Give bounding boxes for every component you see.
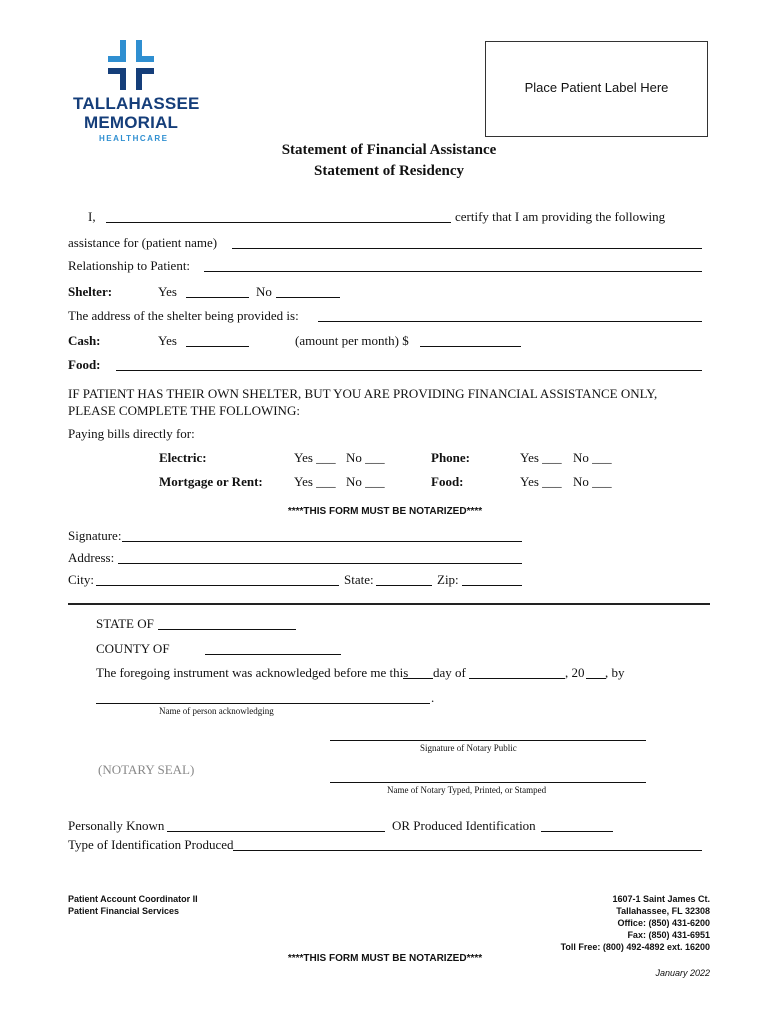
food-bill-label: Food: xyxy=(431,474,464,489)
mortgage-yes[interactable]: Yes ___ xyxy=(294,474,336,489)
day-field[interactable] xyxy=(403,666,433,679)
year-text: , 20 xyxy=(565,665,585,680)
certify-prefix: I, xyxy=(88,209,96,224)
shelter-no-label: No xyxy=(256,284,272,299)
shelter-address-label: The address of the shelter being provided is: xyxy=(68,308,299,323)
shelter-label: Shelter: xyxy=(68,284,113,299)
assistance-for-label: assistance for (patient name) xyxy=(68,235,218,250)
own-shelter-notice-2: PLEASE COMPLETE THE FOLLOWING: xyxy=(68,403,300,418)
logo-line1: TALLAHASSEE xyxy=(73,94,200,113)
food-label: Food: xyxy=(68,357,101,372)
month-field[interactable] xyxy=(469,666,565,679)
notarized-notice: ****THIS FORM MUST BE NOTARIZED**** xyxy=(287,506,483,517)
cross-logo-icon xyxy=(108,40,156,92)
cash-amount-label: (amount per month) $ xyxy=(295,333,409,348)
notary-name-caption: Name of Notary Typed, Printed, or Stamped xyxy=(387,785,547,795)
title-line1: Statement of Financial Assistance xyxy=(281,142,497,158)
name-acknowledging-caption: Name of person acknowledging xyxy=(159,706,274,716)
id-type-field[interactable] xyxy=(233,838,702,851)
city-label: City: xyxy=(68,572,95,587)
footer-office: Office: (850) 431-6200 xyxy=(617,918,710,928)
footer-right xyxy=(480,893,710,953)
personally-known-field[interactable] xyxy=(167,819,385,832)
address-field[interactable] xyxy=(118,551,522,564)
relationship-label: Relationship to Patient: xyxy=(68,258,191,273)
footer-tollfree: Toll Free: (800) 492-4892 ext. 16200 xyxy=(560,942,710,952)
day-of-text: day of xyxy=(433,665,466,680)
notary-seal-text: (NOTARY SEAL) xyxy=(98,762,195,777)
county-of-label: COUNTY OF xyxy=(96,641,170,656)
zip-field[interactable] xyxy=(462,573,522,586)
paying-bills-label: Paying bills directly for: xyxy=(68,426,195,441)
signature-label: Signature: xyxy=(68,528,122,543)
food-bill-yes[interactable]: Yes ___ xyxy=(520,474,562,489)
cash-label: Cash: xyxy=(68,333,101,348)
logo-line3: HEALTHCARE xyxy=(99,134,169,143)
by-text: , by xyxy=(605,665,625,680)
section-divider xyxy=(68,603,710,605)
logo-line2: MEMORIAL xyxy=(84,113,179,132)
electric-label: Electric: xyxy=(159,450,207,465)
address-label: Address: xyxy=(68,550,115,565)
state-field[interactable] xyxy=(376,573,432,586)
city-field[interactable] xyxy=(96,573,339,586)
mortgage-label: Mortgage or Rent: xyxy=(159,474,263,489)
year-field[interactable] xyxy=(586,666,606,679)
state-label: State: xyxy=(344,572,374,587)
patient-label-box xyxy=(485,41,708,137)
footer-left xyxy=(68,893,198,917)
mortgage-no[interactable]: No ___ xyxy=(346,474,385,489)
period-text: . xyxy=(431,690,435,705)
food-field[interactable] xyxy=(116,358,702,371)
food-bill-no[interactable]: No ___ xyxy=(573,474,612,489)
footer-left-line2: Patient Financial Services xyxy=(68,906,180,916)
patient-name-field[interactable] xyxy=(232,236,702,249)
own-shelter-notice-1: IF PATIENT HAS THEIR OWN SHELTER, BUT YOU ARE PROVIDING FINANCIAL ASSISTANCE ONLY, xyxy=(68,386,658,401)
footer-notarized-notice: ****THIS FORM MUST BE NOTARIZED**** xyxy=(287,953,483,964)
electric-yes[interactable]: Yes ___ xyxy=(294,450,336,465)
county-of-field[interactable] xyxy=(205,642,341,655)
shelter-address-field[interactable] xyxy=(318,309,702,322)
cash-yes-label: Yes xyxy=(158,333,177,348)
notary-name-field[interactable] xyxy=(330,770,646,783)
page-title xyxy=(0,142,770,180)
zip-label: Zip: xyxy=(437,572,459,587)
phone-label: Phone: xyxy=(431,450,470,465)
personally-known-label: Personally Known xyxy=(68,818,165,833)
form-date: January 2022 xyxy=(655,968,710,978)
phone-yes[interactable]: Yes ___ xyxy=(520,450,562,465)
patient-label-text: Place Patient Label Here xyxy=(524,80,669,95)
cash-amount-field[interactable] xyxy=(420,334,521,347)
footer-address-1: 1607-1 Saint James Ct. xyxy=(612,894,710,904)
name-acknowledging-field[interactable] xyxy=(96,691,430,704)
foregoing-text: The foregoing instrument was acknowledged before me this xyxy=(96,665,409,680)
phone-no[interactable]: No ___ xyxy=(573,450,612,465)
footer-fax: Fax: (850) 431-6951 xyxy=(627,930,710,940)
footer-left-line1: Patient Account Coordinator II xyxy=(68,894,198,904)
notary-signature-field[interactable] xyxy=(330,728,646,741)
shelter-yes-field[interactable] xyxy=(186,285,249,298)
produced-id-field[interactable] xyxy=(541,819,613,832)
or-produced-label: OR Produced Identification xyxy=(392,818,536,833)
state-of-label: STATE OF xyxy=(96,616,154,631)
notary-signature-caption: Signature of Notary Public xyxy=(420,743,517,753)
state-of-field[interactable] xyxy=(158,617,296,630)
relationship-field[interactable] xyxy=(204,259,702,272)
certify-suffix: certify that I am providing the following xyxy=(455,209,666,224)
id-type-label: Type of Identification Produced xyxy=(68,837,234,852)
electric-no[interactable]: No ___ xyxy=(346,450,385,465)
shelter-yes-label: Yes xyxy=(158,284,177,299)
footer-address-2: Tallahassee, FL 32308 xyxy=(616,906,710,916)
cash-yes-field[interactable] xyxy=(186,334,249,347)
signature-field[interactable] xyxy=(122,529,522,542)
shelter-no-field[interactable] xyxy=(276,285,340,298)
certify-name-field[interactable] xyxy=(106,210,451,223)
title-line2: Statement of Residency xyxy=(314,163,464,179)
